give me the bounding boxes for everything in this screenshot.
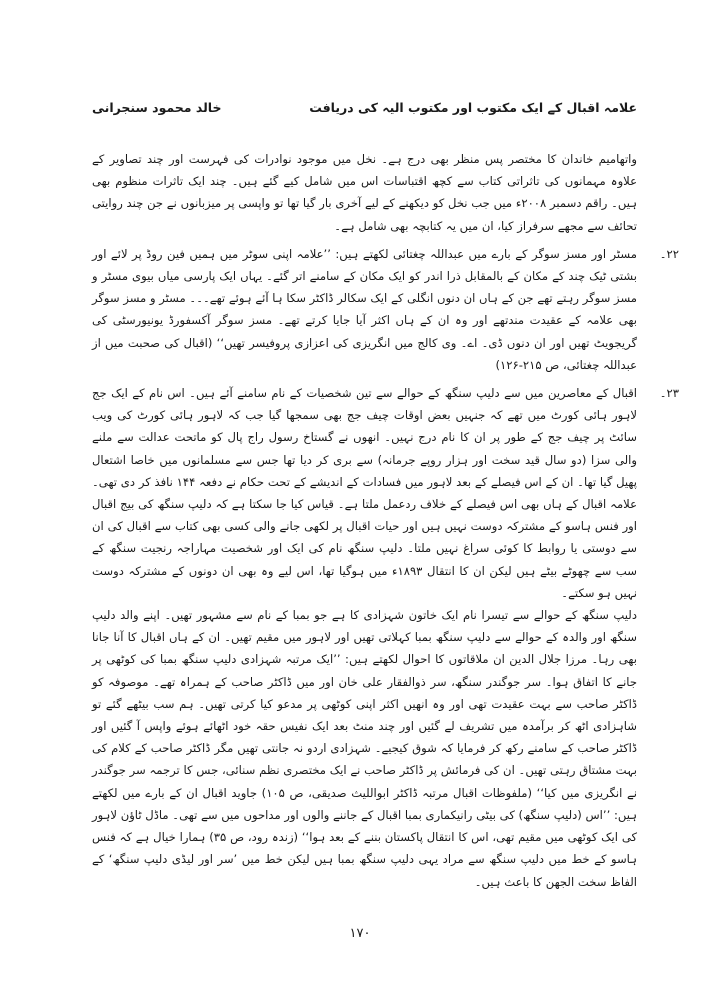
intro-paragraph: واتھامیم خاندان کا مختصر پس منظر بھی درج ہے۔ نخل میں موجود نوادرات کی فہرست اور چند تصاویر کے علاوہ مہمانوں کی تاثراتی کتاب سے کچھ اقتباسات اس میں شامل کیے گئے ہیں۔ چند ایک تاثرات منظوم بھی ہیں۔ راقم دسمبر ۲۰۰۸ء میں جب نخل کو دیکھنے کے لیے آخری بار گیا تھا تو واپسی پر میزبانوں نے جن چند روایتی تحائف سے مجھے سرفراز کیا، ان میں یہ کتابچہ بھی شامل ہے۔ [92,152,637,233]
footnote-number: ۲۳۔ [659,386,679,401]
footnote-number: ۲۲۔ [659,246,679,261]
header-title: علامہ اقبال کے ایک مکتوب اور مکتوب الیہ کی دریافت [309,100,637,115]
footnote-22 [92,243,679,376]
page-body [92,148,679,893]
footnote-text: مسٹر اور مسز سوگر کے بارے میں عبداللہ چغتائی لکھتے ہیں: ’’علامہ اپنی سوٹر میں ہمیں فین روڈ پر لائے اور بشتی ٹیک چند کے مکان کے بالمقابل ذرا اندر کو ایک مکان کے سامنے اتر گئے۔ یہاں ایک پارسی میاں بیوی مسٹر و مسز سوگر رہتے تھے جن کے ہاں ان دنوں انگلی کے ایک سکالر ڈاکٹر سکا ہا آئے ہوئے تھے۔۔۔ مسٹر و مسز سوگر بھی علامہ کے عقیدت مندتھے اور وہ ان کے ہاں اکثر آیا جایا کرتے تھے۔ مسز سوگر آکسفورڈ یونیورسٹی کی گریجویٹ تھیں اور ان دنوں ڈی۔ اے۔ وی کالج میں انگریزی کی اعزازی پروفیسر تھیں‘‘ (اقبال کی صحبت میں از عبداللہ چغتائی، ص ۲۱۵-۱۲۶) [92,246,637,372]
page-number: ۱۷۰ [349,926,371,941]
running-header [92,100,637,122]
footnote-23 [92,382,679,604]
header-author: خالد محمود سنجرانی [92,100,222,115]
footnote-text: اقبال کے معاصرین میں سے دلیپ سنگھ کے حوالے سے تین شخصیات کے نام سامنے آئے ہیں۔ اس نام کے ایک جج لاہور ہائی کورٹ میں تھے کہ جنہیں بعض اوقات چیف جج بھی سمجھا گیا جب کہ لاہور ہائی کورٹ کی ویب سائٹ پر چیف جج کے طور پر ان کا نام درج نہیں۔ انھوں نے گستاخ رسول راج پال کو ماتحت عدالت سے ملنے والی سزا (دو سال قید سخت اور ہزار روپے جرمانہ) سے بری کر دیا تھا جس سے مسلمانوں میں خاصا اشتعال پھیل گیا تھا۔ ان کے اس فیصلے کے بعد لاہور میں فسادات کے اندیشے کے تحت حکام نے دفعہ ۱۴۴ نافذ کر دی تھی۔ علامہ اقبال کے ہاں بھی اس فیصلے کے خلاف ردعمل ملتا ہے۔ قیاس کیا جا سکتا ہے کہ دلیپ سنگھ کی بیج اقبال اور فنس ہاسو کے مشترکہ دوست نہیں ہیں اور حیات اقبال پر لکھی جانے والی کسی بھی کتاب سے اقبال کی ان سے دوستی یا روابط کا کوئی سراغ نہیں ملتا۔ دلیپ سنگھ نام کی ایک اور شخصیت مہاراجہ رنجیت سنگھ کے سب سے چھوٹے بیٹے ہیں لیکن ان کا انتقال ۱۸۹۳ء میں ہوگیا تھا، اس لیے وہ بھی ان دونوں کے مشترکہ دوست نہیں ہو سکتے۔ [92,386,638,600]
continuation-paragraph: دلیپ سنگھ کے حوالے سے تیسرا نام ایک خاتون شہزادی کا ہے جو بمبا کے نام سے مشہور تھیں۔ اپنے والد دلیپ سنگھ اور والدہ کے حوالے سے دلیپ سنگھ بمبا کہلاتی تھیں اور لاہور میں مقیم تھیں۔ ان کے ہاں اقبال کا آنا جانا بھی رہا۔ مرزا جلال الدین ان ملاقاتوں کا احوال لکھتے ہیں: ’’ایک مرتبہ شہزادی دلیپ سنگھ بمبا کی کوٹھی پر جانے کا اتفاق ہوا۔ سر جوگندر سنگھ، سر ذوالفقار علی خان اور میں ڈاکٹر صاحب کے ہمراہ تھے۔ موصوفہ کو ڈاکٹر صاحب سے بہت عقیدت تھی اور وہ انھیں اکثر اپنی کوٹھی پر مدعو کیا کرتی تھیں۔ ہم سب بیٹھے گئے تو شاہزادی اٹھ کر برآمدہ میں تشریف لے گئیں اور چند منٹ بعد ایک نفیس حقہ خود اٹھائے ہوئے واپس آ گئیں اور ڈاکٹر صاحب کے سامنے رکھ کر فرمایا کہ شوق کیجیے۔ شہزادی اردو نہ جانتی تھیں مگر ڈاکٹر صاحب کے کلام کی بہت مشتاق رہتی تھیں۔ ان کی فرمائش پر ڈاکٹر صاحب نے ایک مختصری نظم سنائی، جس کا ترجمہ سر جوگندر نے انگریزی میں کیا‘‘ (ملفوظات اقبال مرتبہ ڈاکٹر ابواللیث صدیقی، ص ۱۰۵) جاوید اقبال ان کے بارے میں لکھتے ہیں: ’’اس (دلیپ سنگھ) کی بیٹی رانیکماری بمبا اقبال کے جاننے والوں اور مداحوں میں سے تھی۔ ماڈل ٹاؤن لاہور کی ایک کوٹھی میں مقیم تھی، اس کا انتقال پاکستان بننے کے بعد ہوا‘‘ (زندہ رود، ص ۳۵) ہمارا خیال ہے کہ فنس ہاسو کے خط میں دلیپ سنگھ سے مراد یہی دلیپ سنگھ بمبا ہیں لیکن خط میں ’سر اور لیڈی دلیپ سنگھ‘ کے الفاظ سخت الجھن کا باعث ہیں۔ [92,608,638,889]
